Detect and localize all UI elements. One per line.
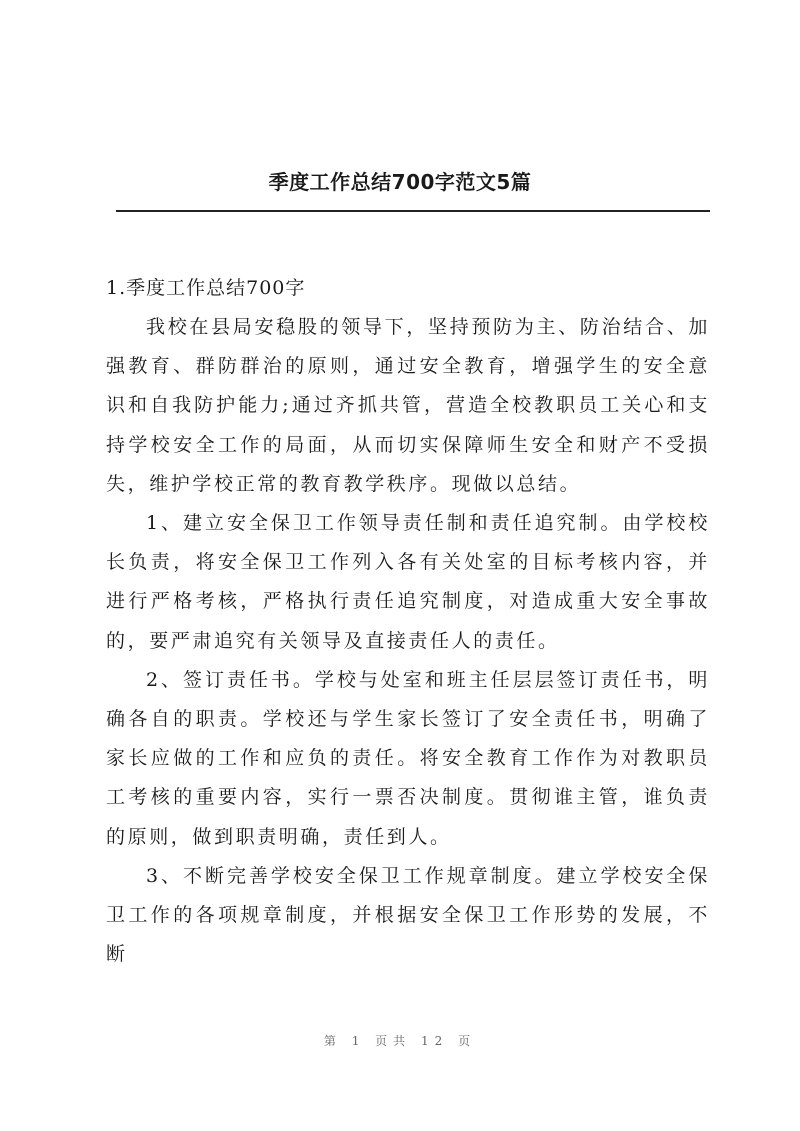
- document-title: 季度工作总结700字范文5篇: [268, 170, 532, 194]
- document-body: [106, 269, 710, 974]
- title-underline: [116, 210, 710, 212]
- page-number: 第 1 页共 12 页: [323, 1034, 477, 1048]
- section-heading: 1.季度工作总结700字: [106, 277, 306, 299]
- paragraph-item-2: 2、签订责任书。学校与处室和班主任层层签订责任书，明确各自的职责。学校还与学生家长签订了安全责任书，明确了家长应做的工作和应负的责任。将安全教育工作作为对教职员工考核的重要内容，实行一票否决制度。贯彻谁主管，谁负责的原则，做到职责明确，责任到人。: [106, 668, 710, 848]
- paragraph-intro: 我校在县局安稳股的领导下，坚持预防为主、防治结合、加强教育、群防群治的原则，通过安全教育，增强学生的安全意识和自我防护能力;通过齐抓共管，营造全校教职员工关心和支持学校安全工作的局面，从而切实保障师生安全和财产不受损失，维护学校正常的教育教学秩序。现做以总结。: [106, 316, 710, 495]
- paragraph-item-3: 3、不断完善学校安全保卫工作规章制度。建立学校安全保卫工作的各项规章制度，并根据安全保卫工作形势的发展，不断: [106, 864, 710, 966]
- paragraph-item-1: 1、建立安全保卫工作领导责任制和责任追究制。由学校校长负责，将安全保卫工作列入各有关处室的目标考核内容，并进行严格考核，严格执行责任追究制度，对造成重大安全事故的，要严肃追究有关领导及直接责任人的责任。: [106, 512, 710, 652]
